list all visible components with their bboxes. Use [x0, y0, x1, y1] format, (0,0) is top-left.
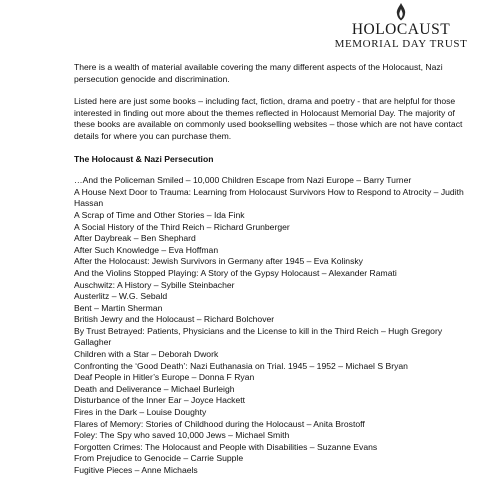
book-entry: Fires in the Dark – Louise Doughty	[74, 407, 207, 418]
book-entry: After the Holocaust: Jewish Survivors in Germany after 1945 – Eva Kolinsky	[74, 256, 363, 267]
book-entry: Deaf People in Hitler’s Europe – Donna F Ryan	[74, 372, 255, 383]
book-entry: Flares of Memory: Stories of Childhood during the Holocaust – Anita Brostoff	[74, 418, 365, 429]
book-entry: After Daybreak – Ben Shephard	[74, 233, 196, 244]
book-entry: …And the Policeman Smiled – 10,000 Children Escape from Nazi Europe – Barry Turner	[74, 175, 412, 186]
book-entry: Forgotten Crimes: The Holocaust and People with Disabilities – Suzanne Evans	[74, 441, 378, 452]
book-entry: Confronting the ‘Good Death’: Nazi Euthanasia on Trial. 1945 – 1952 – Michael S Bryan	[74, 360, 408, 371]
book-entry: Children with a Star – Deborah Dwork	[74, 349, 219, 360]
section-heading: The Holocaust & Nazi Persecution	[74, 153, 214, 164]
book-entry: A Social History of the Third Reich – Richard Grunberger	[74, 221, 290, 232]
book-entry: And the Violins Stopped Playing: A Story of the Gypsy Holocaust – Alexander Ramati	[74, 267, 397, 278]
intro-paragraph-2: Listed here are just some books – including fact, fiction, drama and poetry - that are helpful for those interested in finding out more about the themes reflected in Holocaust Memorial Day. The majority of these books are available on commonly used bookselling websites – those which are not have contact details for where you can purchase them.	[74, 96, 463, 141]
book-entry: Death and Deliverance – Michael Burleigh	[74, 383, 235, 394]
book-entry: Auschwitz: A History – Sybille Steinbacher	[74, 279, 235, 290]
logo-subtitle: MEMORIAL DAY TRUST	[334, 38, 468, 50]
logo-title: HOLOCAUST	[351, 21, 451, 38]
book-entry: Disturbance of the Inner Ear – Joyce Hackett	[74, 395, 246, 406]
book-entry: From Prejudice to Genocide – Carrie Supple	[74, 453, 244, 464]
book-entry: Bent – Martin Sherman	[74, 302, 163, 313]
book-entry: Austerlitz – W.G. Sebald	[74, 291, 168, 302]
book-entry: Fugitive Pieces – Anne Michaels	[74, 465, 198, 475]
book-entry: After Such Knowledge – Eva Hoffman	[74, 244, 219, 255]
book-entry: A Scrap of Time and Other Stories – Ida Fink	[74, 209, 245, 220]
book-entry: A House Next Door to Trauma: Learning from Holocaust Survivors How to Respond to Atrocity – Judith Hassan	[74, 186, 464, 209]
book-entry: British Jewry and the Holocaust – Richard Bolchover	[74, 314, 275, 325]
intro-paragraph-1: There is a wealth of material available covering the many different aspects of the Holocaust, Nazi persecution genocide and discrimination.	[74, 62, 443, 84]
document-body	[74, 62, 474, 477]
book-entry: Foley: The Spy who saved 10,000 Jews – Michael Smith	[74, 430, 290, 441]
book-entry: By Trust Betrayed: Patients, Physicians and the License to kill in the Third Reich – Hugh Gregory Gallagher	[74, 325, 443, 348]
book-list	[74, 175, 474, 476]
trust-logo	[316, 3, 486, 50]
candle-flame-icon	[395, 3, 407, 21]
